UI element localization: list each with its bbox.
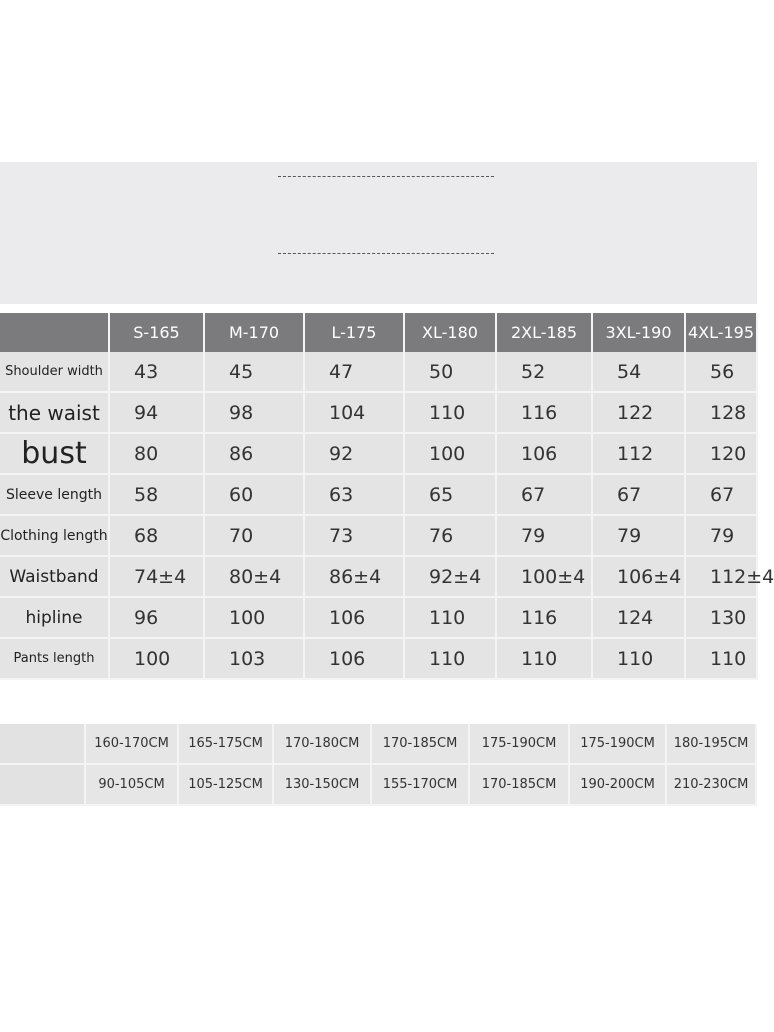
size-chart-corner bbox=[0, 313, 110, 352]
table-cell: 106±4 bbox=[593, 557, 686, 598]
fit-cell: 170-180CM bbox=[274, 724, 372, 765]
table-cell: 56 bbox=[686, 352, 758, 393]
table-cell: 58 bbox=[110, 475, 205, 516]
table-cell: 47 bbox=[305, 352, 405, 393]
fit-row-label bbox=[0, 765, 86, 806]
fit-cell: 130-150CM bbox=[274, 765, 372, 806]
banner-dashed-rule-top bbox=[278, 176, 494, 177]
fit-cell: 175-190CM bbox=[470, 724, 570, 765]
size-header-l: L-175 bbox=[305, 313, 405, 352]
size-header-xl: XL-180 bbox=[405, 313, 497, 352]
fit-cell: 90-105CM bbox=[86, 765, 179, 806]
row-label-pants-length: Pants length bbox=[0, 639, 110, 680]
table-cell: 76 bbox=[405, 516, 497, 557]
table-cell: 96 bbox=[110, 598, 205, 639]
size-header-4xl: 4XL-195 bbox=[686, 313, 758, 352]
table-cell: 106 bbox=[497, 434, 593, 475]
size-header-s: S-165 bbox=[110, 313, 205, 352]
table-cell: 79 bbox=[593, 516, 686, 557]
table-cell: 110 bbox=[405, 393, 497, 434]
table-cell: 100±4 bbox=[497, 557, 593, 598]
row-label-shoulder-width: Shoulder width bbox=[0, 352, 110, 393]
fit-cell: 170-185CM bbox=[470, 765, 570, 806]
table-cell: 122 bbox=[593, 393, 686, 434]
table-cell: 50 bbox=[405, 352, 497, 393]
table-cell: 79 bbox=[686, 516, 758, 557]
size-header-3xl: 3XL-190 bbox=[593, 313, 686, 352]
row-label-bust: bust bbox=[0, 434, 110, 475]
table-cell: 80±4 bbox=[205, 557, 305, 598]
size-chart-table bbox=[0, 313, 774, 680]
table-cell: 94 bbox=[110, 393, 205, 434]
row-label-sleeve-length: Sleeve length bbox=[0, 475, 110, 516]
size-header-2xl: 2XL-185 bbox=[497, 313, 593, 352]
row-label-waistband: Waistband bbox=[0, 557, 110, 598]
table-cell: 45 bbox=[205, 352, 305, 393]
table-cell: 116 bbox=[497, 393, 593, 434]
table-cell: 67 bbox=[686, 475, 758, 516]
table-cell: 98 bbox=[205, 393, 305, 434]
fit-cell: 170-185CM bbox=[372, 724, 470, 765]
table-cell: 103 bbox=[205, 639, 305, 680]
table-cell: 74±4 bbox=[110, 557, 205, 598]
table-cell: 67 bbox=[593, 475, 686, 516]
table-cell: 63 bbox=[305, 475, 405, 516]
table-cell: 104 bbox=[305, 393, 405, 434]
table-cell: 65 bbox=[405, 475, 497, 516]
fit-cell: 210-230CM bbox=[667, 765, 757, 806]
table-cell: 116 bbox=[497, 598, 593, 639]
table-cell: 68 bbox=[110, 516, 205, 557]
table-cell: 43 bbox=[110, 352, 205, 393]
table-cell: 120 bbox=[686, 434, 758, 475]
table-cell: 106 bbox=[305, 598, 405, 639]
table-cell: 60 bbox=[205, 475, 305, 516]
table-cell: 130 bbox=[686, 598, 758, 639]
table-cell: 110 bbox=[405, 639, 497, 680]
table-cell: 106 bbox=[305, 639, 405, 680]
table-cell: 86 bbox=[205, 434, 305, 475]
table-cell: 110 bbox=[497, 639, 593, 680]
table-cell: 92±4 bbox=[405, 557, 497, 598]
table-cell: 92 bbox=[305, 434, 405, 475]
row-label-waist: the waist bbox=[0, 393, 110, 434]
row-label-clothing-length: Clothing length bbox=[0, 516, 110, 557]
table-cell: 110 bbox=[593, 639, 686, 680]
table-cell: 67 bbox=[497, 475, 593, 516]
fit-cell: 160-170CM bbox=[86, 724, 179, 765]
table-cell: 100 bbox=[110, 639, 205, 680]
table-cell: 86±4 bbox=[305, 557, 405, 598]
fit-row-label bbox=[0, 724, 86, 765]
fit-cell: 105-125CM bbox=[179, 765, 274, 806]
table-cell: 70 bbox=[205, 516, 305, 557]
table-cell: 52 bbox=[497, 352, 593, 393]
table-cell: 80 bbox=[110, 434, 205, 475]
table-cell: 54 bbox=[593, 352, 686, 393]
fit-range-table bbox=[0, 724, 757, 806]
table-cell: 73 bbox=[305, 516, 405, 557]
table-cell: 112 bbox=[593, 434, 686, 475]
fit-cell: 175-190CM bbox=[570, 724, 667, 765]
table-cell: 112±4 bbox=[686, 557, 758, 598]
banner-dashed-rule-bottom bbox=[278, 253, 494, 254]
size-header-m: M-170 bbox=[205, 313, 305, 352]
table-cell: 100 bbox=[205, 598, 305, 639]
fit-cell: 180-195CM bbox=[667, 724, 757, 765]
table-cell: 79 bbox=[497, 516, 593, 557]
fit-cell: 190-200CM bbox=[570, 765, 667, 806]
table-cell: 100 bbox=[405, 434, 497, 475]
fit-cell: 155-170CM bbox=[372, 765, 470, 806]
table-cell: 110 bbox=[686, 639, 758, 680]
fit-cell: 165-175CM bbox=[179, 724, 274, 765]
table-cell: 124 bbox=[593, 598, 686, 639]
row-label-hipline: hipline bbox=[0, 598, 110, 639]
table-cell: 110 bbox=[405, 598, 497, 639]
table-cell: 128 bbox=[686, 393, 758, 434]
title-banner bbox=[0, 162, 757, 304]
